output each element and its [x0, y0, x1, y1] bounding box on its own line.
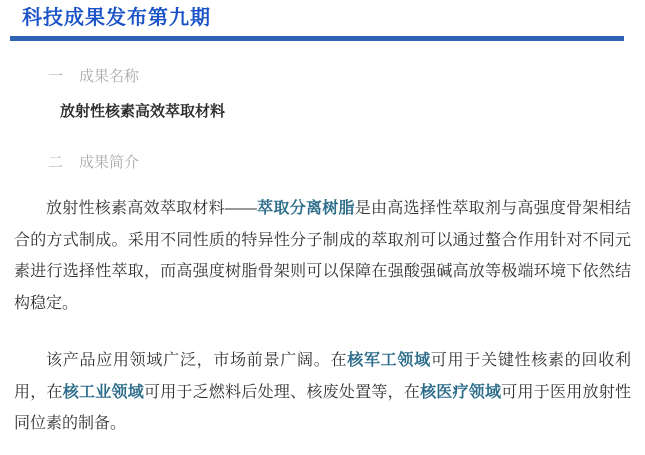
paragraph-text: 可用于乏燃料后处理、核废处置等，在	[143, 383, 421, 401]
paragraph-text: 该产品应用领域广泛，市场前景广阔。在	[46, 352, 348, 369]
header-divider	[10, 36, 624, 41]
article-page	[0, 8, 645, 455]
section-label: 成果简介	[79, 154, 140, 171]
section-head-achievement-intro	[48, 155, 645, 170]
intro-paragraph-2	[14, 345, 631, 440]
section-number: 一	[48, 68, 64, 85]
intro-paragraph-1	[14, 193, 631, 319]
section-head-achievement-name	[48, 69, 645, 84]
paragraph-text: 是由高选择性萃取剂与高强度骨架相结合的方式制成。采用不同性质的特异性分子制成的萃取剂可以通过螯合作用针对不同元素进行选择性萃取，而高强度树脂骨架则可以保障在强酸强碱高放等极端环境下依然结构稳定。	[14, 200, 631, 312]
achievement-name: 放射性核素高效萃取材料	[60, 103, 226, 120]
paragraph-text: 可用于关键性核素的回收利用，在	[14, 352, 631, 401]
keyword-nuclear-military-field: 核军工领域	[347, 352, 431, 369]
paragraph-text: 可用于医用放射性同位素的制备。	[14, 383, 631, 432]
paragraph-text: 放射性核素高效萃取材料——	[46, 200, 257, 217]
page-header	[0, 8, 645, 41]
page-title: 科技成果发布第九期	[22, 7, 211, 29]
section-number: 二	[48, 154, 64, 171]
keyword-nuclear-industry-field: 核工业领域	[62, 383, 144, 401]
keyword-extraction-resin: 萃取分离树脂	[256, 200, 355, 217]
section-label: 成果名称	[79, 68, 140, 85]
keyword-nuclear-medicine-field: 核医疗领域	[420, 383, 502, 401]
